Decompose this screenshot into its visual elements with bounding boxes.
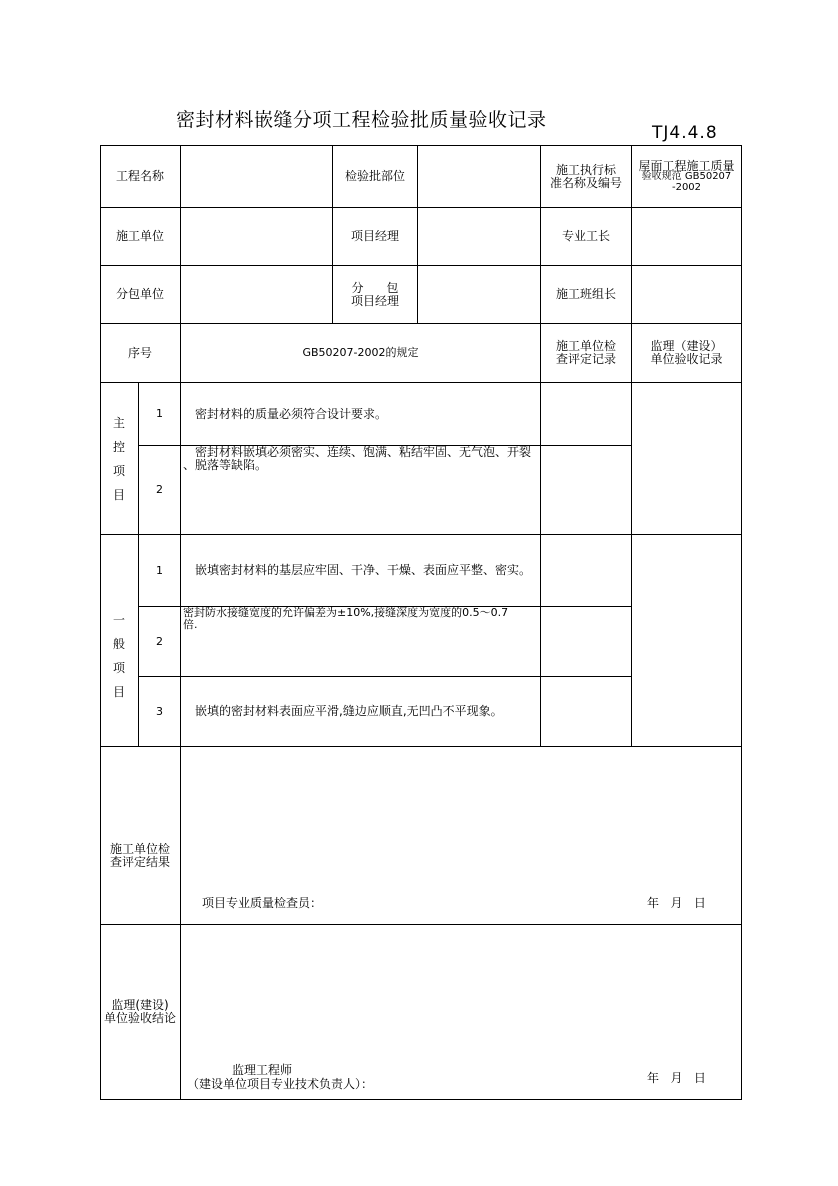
foreman-value[interactable] [632, 208, 741, 265]
construction-unit-label: 施工单位 [115, 229, 164, 244]
general-item-1-check[interactable] [541, 535, 631, 606]
exec-std-label [541, 146, 631, 207]
project-manager-label: 项目经理 [350, 229, 399, 244]
general-item-2-text-line1: 密封防水接缝宽度的允许偏差为±10%,接缝深度为宽度的0.5～0.7 [183, 606, 509, 619]
construction-check-header [541, 324, 631, 382]
supervision-header-line2: 单位验收记录 [650, 352, 723, 366]
main-item-1-check[interactable] [541, 383, 631, 445]
main-item-1-text: 密封材料的质量必须符合设计要求。 [195, 406, 388, 421]
inspection-part-label: 检验批部位 [344, 169, 405, 184]
exec-std-label-line1: 施工执行标 [555, 162, 616, 177]
supervision-header [632, 324, 741, 382]
group-char: 目 [112, 487, 125, 502]
main-item-2-text-line1: 密封材料嵌填必须密实、连续、饱满、粘结牢固、无气泡、开裂 [195, 445, 532, 459]
general-item-3-check[interactable] [541, 677, 631, 746]
subcontract-unit-label: 分包单位 [115, 287, 164, 302]
foreman-label: 专业工长 [561, 229, 610, 244]
table-border-right [741, 145, 742, 1100]
supervision-result-label-line1: 监理(建设) [111, 998, 169, 1013]
group-char: 目 [112, 684, 125, 699]
exec-std-value-line1: 屋面工程施工质量 [638, 158, 735, 173]
general-item-2-text-line2: 倍. [183, 617, 198, 631]
group-char: 项 [112, 660, 125, 675]
form-code: TJ4.4.8 [652, 123, 718, 143]
inspection-part-value[interactable] [418, 146, 540, 207]
subcontract-unit-value[interactable] [181, 266, 332, 323]
main-items-group-label [100, 383, 138, 534]
table-border-bottom [100, 1099, 742, 1100]
general-item-1-text: 嵌填密封材料的基层应牢固、干净、干燥、表面应平整、密实。 [195, 563, 532, 578]
main-items-supervision[interactable] [632, 383, 741, 534]
supervision-result-label-line2: 单位验收结论 [103, 1011, 176, 1025]
supervision-result-label [100, 925, 180, 1099]
project-name-label: 工程名称 [115, 169, 164, 184]
general-item-2-text [183, 607, 539, 676]
exec-std-label-line2: 准名称及编号 [549, 175, 622, 190]
construction-unit-value[interactable] [181, 208, 332, 265]
general-item-2-no: 2 [156, 634, 163, 648]
team-leader-label: 施工班组长 [555, 287, 616, 302]
sub-pm-value[interactable] [418, 266, 540, 323]
seq-header: 序号 [127, 345, 152, 360]
project-name-value[interactable] [181, 146, 332, 207]
exec-std-value-line3: -2002 [671, 181, 702, 193]
spec-header: GB50207-2002的规定 [302, 346, 419, 360]
construction-result-label [100, 747, 180, 924]
main-item-2-no: 2 [156, 483, 163, 497]
group-char: 主 [112, 415, 125, 430]
construction-result-label-line2: 查评定结果 [109, 854, 170, 869]
group-char: 一 [112, 612, 125, 627]
main-item-2-text [183, 446, 539, 534]
exec-std-value-line2: 验收规范 GB50207 [641, 171, 732, 183]
general-items-supervision[interactable] [632, 535, 741, 746]
main-item-1-no: 1 [156, 407, 163, 421]
construction-result-date: 年 月 日 [647, 896, 706, 910]
general-item-2-check[interactable] [541, 607, 631, 676]
sub-pm-label-line1: 分 包 [351, 280, 399, 295]
form-title: 密封材料嵌缝分项工程检验批质量验收记录 [176, 109, 547, 131]
general-item-3-no: 3 [156, 704, 163, 718]
supervision-engineer-label: 监理工程师 [232, 1063, 293, 1077]
team-leader-value[interactable] [632, 266, 741, 323]
construction-result-label-line1: 施工单位检 [109, 841, 170, 856]
general-items-group-label [100, 535, 138, 746]
inspector-signature-label: 项目专业质量检查员： [202, 896, 323, 910]
construction-check-header-line1: 施工单位检 [555, 339, 616, 354]
project-manager-value[interactable] [418, 208, 540, 265]
supervision-header-line1: 监理（建设） [650, 339, 723, 354]
group-char: 控 [112, 439, 125, 454]
main-item-2-text-line2: 、脱落等缺陷。 [183, 457, 268, 472]
exec-std-value [632, 146, 741, 207]
sub-pm-label [333, 266, 417, 323]
general-item-3-text: 嵌填的密封材料表面应平滑,缝边应顺直,无凹凸不平现象。 [195, 704, 503, 719]
group-char: 般 [112, 636, 125, 651]
sub-pm-label-line2: 项目经理 [350, 293, 399, 308]
supervision-result-date: 年 月 日 [647, 1071, 706, 1085]
supervision-engineer-sublabel: （建设单位项目专业技术负责人）： [187, 1077, 374, 1091]
group-char: 项 [112, 463, 125, 478]
general-item-1-no: 1 [156, 563, 163, 577]
main-item-2-check[interactable] [541, 446, 631, 534]
construction-check-header-line2: 查评定记录 [555, 352, 616, 366]
